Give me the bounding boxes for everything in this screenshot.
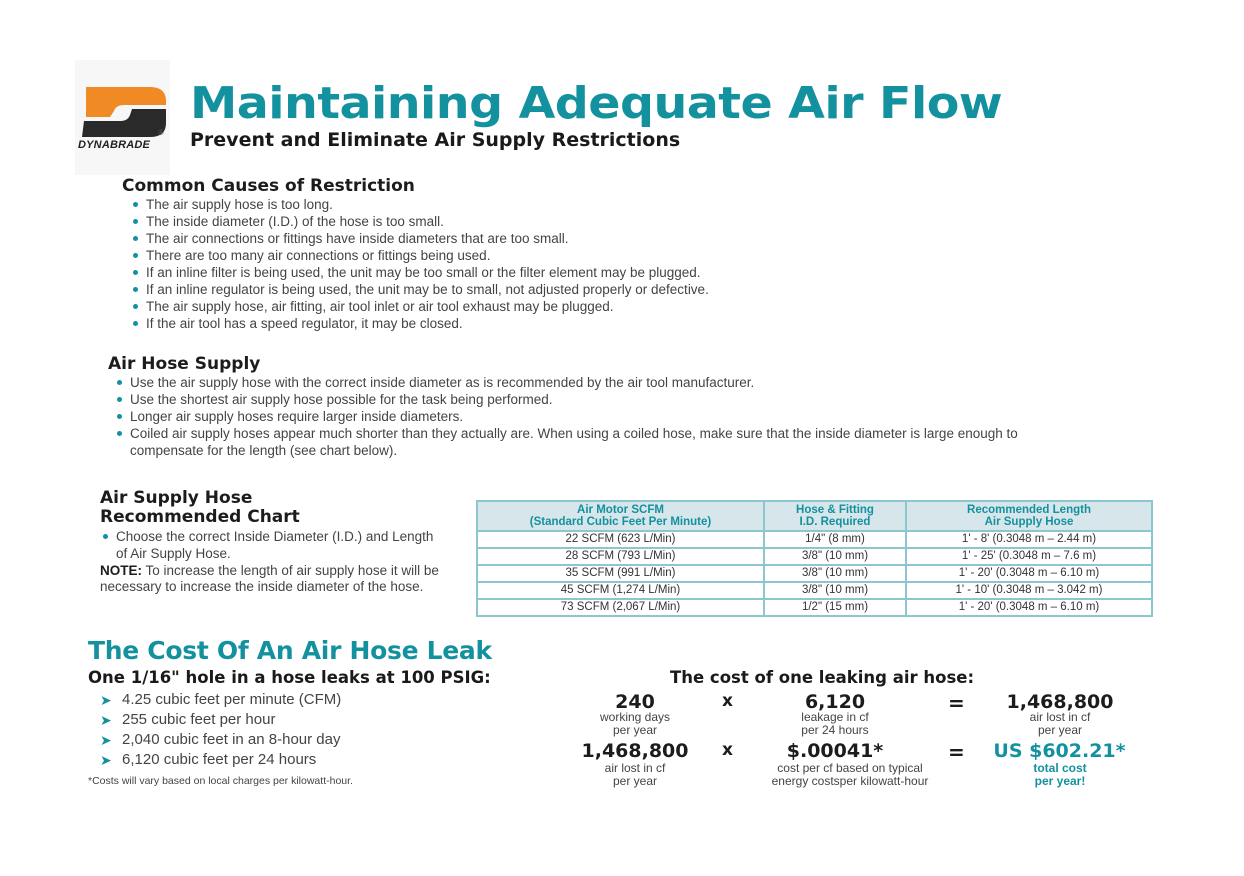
cell-scfm: 35 SCFM (991 L/Min)	[477, 565, 764, 582]
cell-id: 3/8" (10 mm)	[764, 565, 906, 582]
page-title: Maintaining Adequate Air Flow	[190, 78, 1003, 129]
multiply-operator: x	[722, 691, 733, 711]
list-item: The air supply hose, air fitting, air tool inlet or air tool exhaust may be plugged.	[130, 298, 1030, 315]
header-line: Recommended Length	[967, 504, 1091, 516]
list-item: If an inline regulator is being used, the unit may be to small, not adjusted properly or defective.	[130, 281, 1030, 298]
list-item: Use the shortest air supply hose possible for the task being performed.	[114, 391, 1064, 408]
list-item: There are too many air connections or fittings being used.	[130, 247, 1030, 264]
cell-length: 1' - 20' (0.3048 m – 6.10 m)	[906, 565, 1152, 582]
list-item: Choose the correct Inside Diameter (I.D.) and Length of Air Supply Hose.	[100, 528, 440, 562]
cell-scfm: 73 SCFM (2,067 L/Min)	[477, 599, 764, 616]
cell-scfm: 45 SCFM (1,274 L/Min)	[477, 582, 764, 599]
table-row	[477, 531, 1152, 548]
leakage-label	[770, 711, 900, 737]
leak-facts-list	[100, 690, 341, 770]
cell-length: 1' - 25' (0.3048 m – 7.6 m)	[906, 548, 1152, 565]
arrow-right-icon: ➤	[100, 732, 112, 748]
table-row	[477, 548, 1152, 565]
label-line: per year!	[1034, 774, 1086, 788]
hose-supply-list	[114, 374, 1064, 459]
cell-length: 1' - 20' (0.3048 m – 6.10 m)	[906, 599, 1152, 616]
cell-scfm: 22 SCFM (623 L/Min)	[477, 531, 764, 548]
cost-per-cf-value: $.00041*	[786, 740, 884, 762]
list-item	[100, 730, 341, 750]
air-lost-value: 1,468,800	[1006, 691, 1114, 713]
cell-id: 3/8" (10 mm)	[764, 582, 906, 599]
list-item	[100, 710, 341, 730]
equals-operator: =	[948, 691, 965, 715]
note-label: NOTE:	[100, 563, 142, 578]
working-days-label	[565, 711, 705, 737]
cell-id: 1/4" (8 mm)	[764, 531, 906, 548]
leak-fact-text: 255 cubic feet per hour	[122, 711, 276, 728]
list-item: Use the air supply hose with the correct inside diameter as is recommended by the air tool manufacturer.	[114, 374, 1064, 391]
header-line: I.D. Required	[799, 516, 871, 528]
header-line: (Standard Cubic Feet Per Minute)	[529, 516, 712, 528]
hose-chart-table	[476, 500, 1153, 617]
table-row	[477, 599, 1152, 616]
logo-wordmark: DYNABRADE	[78, 139, 151, 151]
list-item: Coiled air supply hoses appear much shorter than they actually are. When using a coiled hose, make sure that the inside diameter is large enough to compensate for the length (see chart below).	[114, 425, 1050, 459]
leak-fact-text: 4.25 cubic feet per minute (CFM)	[122, 691, 342, 708]
equals-operator: =	[948, 740, 965, 764]
arrow-right-icon: ➤	[100, 712, 112, 728]
header-line: Hose & Fitting	[796, 504, 874, 516]
cell-length: 1' - 10' (0.3048 m – 3.042 m)	[906, 582, 1152, 599]
chart-heading-line2: Recommended Chart	[100, 507, 300, 527]
label-line: cost per cf based on typical	[777, 761, 923, 775]
label-line: per year	[612, 723, 658, 737]
note-text: To increase the length of air supply hose it will be necessary to increase the inside diameter of the hose.	[100, 563, 439, 594]
total-cost-value: US $602.21*	[993, 740, 1126, 762]
list-item: The air supply hose is too long.	[130, 196, 1030, 213]
label-line: per 24 hours	[801, 723, 869, 737]
cell-id: 1/2" (15 mm)	[764, 599, 906, 616]
cost-section-title: The Cost Of An Air Hose Leak	[88, 636, 492, 665]
column-header-id	[764, 501, 906, 531]
chart-bullet-list	[100, 528, 440, 562]
table-header-row	[477, 501, 1152, 531]
label-line: energy costsper kilowatt-hour	[771, 774, 929, 788]
list-item: Longer air supply hoses require larger inside diameters.	[114, 408, 1064, 425]
cell-id: 3/8" (10 mm)	[764, 548, 906, 565]
leak-fact-text: 6,120 cubic feet per 24 hours	[122, 751, 317, 768]
header-line: Air Supply Hose	[984, 516, 1074, 528]
causes-list	[130, 196, 1030, 332]
label-line: leakage in cf	[801, 710, 869, 724]
leakage-value: 6,120	[804, 691, 866, 713]
table-row	[477, 582, 1152, 599]
leak-heading: One 1/16" hole in a hose leaks at 100 PSIG:	[88, 668, 491, 687]
list-item: If the air tool has a speed regulator, it may be closed.	[130, 315, 1030, 332]
calc-heading: The cost of one leaking air hose:	[670, 668, 975, 687]
list-item	[100, 750, 341, 770]
leak-fact-text: 2,040 cubic feet in an 8-hour day	[122, 731, 341, 748]
multiply-operator: x	[722, 740, 733, 760]
column-header-length	[906, 501, 1152, 531]
table-row	[477, 565, 1152, 582]
label-line: air lost in cf	[604, 761, 666, 775]
list-item	[100, 690, 341, 710]
working-days-value: 240	[615, 691, 655, 713]
label-line: working days	[599, 710, 671, 724]
list-item: The inside diameter (I.D.) of the hose is too small.	[130, 213, 1030, 230]
label-line: air lost in cf	[1029, 710, 1091, 724]
chart-note	[100, 563, 450, 595]
arrow-right-icon: ➤	[100, 752, 112, 768]
total-cost-label	[990, 762, 1130, 788]
header-line: Air Motor SCFM	[577, 504, 664, 516]
label-line: total cost	[1033, 761, 1087, 775]
cost-per-cf-label	[720, 762, 980, 788]
label-line: per year	[612, 774, 658, 788]
arrow-right-icon: ➤	[100, 692, 112, 708]
cell-length: 1' - 8' (0.3048 m – 2.44 m)	[906, 531, 1152, 548]
column-header-scfm	[477, 501, 764, 531]
causes-heading: Common Causes of Restriction	[122, 176, 415, 196]
registered-mark: ®	[158, 128, 164, 137]
list-item: If an inline filter is being used, the unit may be too small or the filter element may be plugged.	[130, 264, 1030, 281]
cost-footnote: *Costs will vary based on local charges per kilowatt-hour.	[88, 775, 353, 787]
list-item: The air connections or fittings have inside diameters that are too small.	[130, 230, 1030, 247]
page-subtitle: Prevent and Eliminate Air Supply Restrictions	[190, 129, 681, 151]
hose-supply-heading: Air Hose Supply	[108, 354, 261, 374]
air-lost-year-value: 1,468,800	[581, 740, 689, 762]
cell-scfm: 28 SCFM (793 L/Min)	[477, 548, 764, 565]
chart-heading-line1: Air Supply Hose	[100, 488, 253, 508]
dynabrade-logo-icon	[80, 87, 168, 137]
air-lost-year-label	[565, 762, 705, 788]
air-lost-label	[990, 711, 1130, 737]
label-line: per year	[1037, 723, 1083, 737]
